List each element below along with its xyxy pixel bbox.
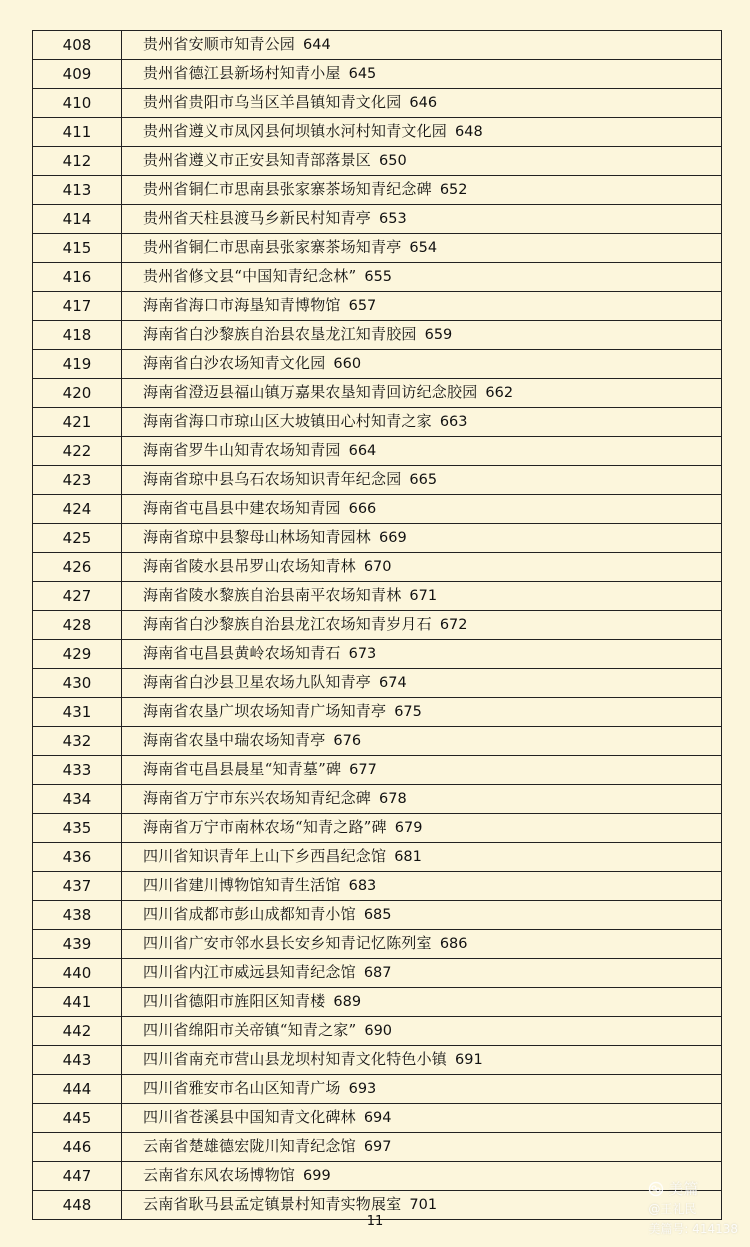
row-number: 435 bbox=[33, 814, 122, 843]
row-number: 448 bbox=[33, 1191, 122, 1220]
entry-name: 四川省广安市邻水县长安乡知青记忆陈列室 bbox=[143, 934, 432, 952]
meipian-logo-icon bbox=[648, 1181, 664, 1197]
entry-name: 贵州省铜仁市思南县张家寨茶场知青亭 bbox=[143, 238, 402, 256]
row-number: 440 bbox=[33, 959, 122, 988]
row-entry bbox=[122, 1162, 722, 1191]
row-entry bbox=[122, 234, 722, 263]
row-number: 426 bbox=[33, 553, 122, 582]
entry-page: 653 bbox=[379, 211, 407, 227]
entry-name: 云南省耿马县孟定镇景村知青实物展室 bbox=[143, 1195, 402, 1213]
table-row bbox=[33, 524, 722, 553]
row-entry bbox=[122, 988, 722, 1017]
row-number: 443 bbox=[33, 1046, 122, 1075]
row-entry bbox=[122, 466, 722, 495]
row-entry bbox=[122, 814, 722, 843]
entry-page: 662 bbox=[485, 385, 514, 401]
entry-name: 海南省万宁市南林农场“知青之路”碑 bbox=[143, 818, 387, 836]
entry-name: 海南省琼中县黎母山林场知青园林 bbox=[143, 528, 372, 546]
row-number: 430 bbox=[33, 669, 122, 698]
entry-name: 海南省白沙黎族自治县农垦龙江知青胶园 bbox=[143, 325, 417, 343]
row-number: 445 bbox=[33, 1104, 122, 1133]
entry-page: 652 bbox=[439, 182, 468, 198]
row-entry bbox=[122, 785, 722, 814]
row-number: 446 bbox=[33, 1133, 122, 1162]
row-number: 413 bbox=[33, 176, 122, 205]
row-entry bbox=[122, 901, 722, 930]
entry-name: 云南省东风农场博物馆 bbox=[143, 1166, 296, 1184]
watermark-brand: 美篇 bbox=[668, 1180, 699, 1198]
row-number: 408 bbox=[33, 31, 122, 60]
entry-page: 672 bbox=[439, 617, 468, 633]
row-number: 420 bbox=[33, 379, 122, 408]
row-entry bbox=[122, 350, 722, 379]
entry-name: 海南省农垦广坝农场知青广场知青亭 bbox=[143, 702, 387, 720]
entry-name: 海南省澄迈县福山镇万嘉果农垦知青回访纪念胶园 bbox=[143, 383, 478, 401]
table-row bbox=[33, 1017, 722, 1046]
entry-name: 云南省楚雄德宏陇川知青纪念馆 bbox=[143, 1137, 356, 1155]
row-number: 417 bbox=[33, 292, 122, 321]
entry-page: 659 bbox=[424, 327, 453, 343]
entry-name: 四川省苍溪县中国知青文化碑林 bbox=[143, 1108, 356, 1126]
row-entry bbox=[122, 379, 722, 408]
watermark-id: 美篇号: 414138 bbox=[648, 1222, 738, 1236]
row-entry bbox=[122, 698, 722, 727]
entry-name: 四川省内江市威远县知青纪念馆 bbox=[143, 963, 356, 981]
entry-name: 四川省绵阳市关帝镇“知青之家” bbox=[143, 1021, 357, 1039]
entry-page: 678 bbox=[379, 791, 407, 807]
row-entry bbox=[122, 263, 722, 292]
row-number: 412 bbox=[33, 147, 122, 176]
row-number: 436 bbox=[33, 843, 122, 872]
entry-name: 海南省白沙农场知青文化园 bbox=[143, 354, 326, 372]
entry-name: 海南省海口市琼山区大坡镇田心村知青之家 bbox=[143, 412, 432, 430]
entry-name: 四川省知识青年上山下乡西昌纪念馆 bbox=[143, 847, 387, 865]
row-entry bbox=[122, 292, 722, 321]
entry-page: 644 bbox=[303, 37, 331, 53]
table-row bbox=[33, 901, 722, 930]
entry-page: 645 bbox=[348, 66, 377, 82]
entry-name: 海南省屯昌县黄岭农场知青石 bbox=[143, 644, 341, 662]
entry-page: 690 bbox=[364, 1023, 393, 1039]
entry-page: 681 bbox=[394, 849, 422, 865]
row-entry bbox=[122, 118, 722, 147]
row-number: 438 bbox=[33, 901, 122, 930]
row-number: 416 bbox=[33, 263, 122, 292]
directory-table bbox=[32, 30, 722, 1220]
row-entry bbox=[122, 408, 722, 437]
table-row bbox=[33, 31, 722, 60]
entry-page: 654 bbox=[409, 240, 438, 256]
row-number: 424 bbox=[33, 495, 122, 524]
entry-page: 699 bbox=[303, 1168, 331, 1184]
entry-name: 四川省成都市彭山成都知青小馆 bbox=[143, 905, 356, 923]
entry-name: 海南省白沙黎族自治县龙江农场知青岁月石 bbox=[143, 615, 432, 633]
table-row bbox=[33, 814, 722, 843]
table-row bbox=[33, 321, 722, 350]
entry-name: 贵州省遵义市正安县知青部落景区 bbox=[143, 151, 372, 169]
row-number: 410 bbox=[33, 89, 122, 118]
table-row bbox=[33, 959, 722, 988]
row-number: 418 bbox=[33, 321, 122, 350]
entry-page: 674 bbox=[379, 675, 407, 691]
table-row bbox=[33, 205, 722, 234]
entry-page: 646 bbox=[409, 95, 438, 111]
entry-page: 666 bbox=[348, 501, 377, 517]
table-row bbox=[33, 466, 722, 495]
row-number: 428 bbox=[33, 611, 122, 640]
entry-page: 689 bbox=[333, 994, 362, 1010]
entry-page: 650 bbox=[379, 153, 407, 169]
entry-name: 海南省农垦中瑞农场知青亭 bbox=[143, 731, 326, 749]
entry-page: 648 bbox=[455, 124, 483, 140]
entry-page: 687 bbox=[363, 965, 392, 981]
row-entry bbox=[122, 205, 722, 234]
table-row bbox=[33, 1133, 722, 1162]
row-number: 442 bbox=[33, 1017, 122, 1046]
entry-name: 海南省陵水县吊罗山农场知青林 bbox=[143, 557, 356, 575]
row-number: 444 bbox=[33, 1075, 122, 1104]
entry-name: 海南省屯昌县中建农场知青园 bbox=[143, 499, 341, 517]
table-row bbox=[33, 263, 722, 292]
entry-name: 海南省屯昌县晨星“知青墓”碑 bbox=[143, 760, 342, 778]
row-number: 441 bbox=[33, 988, 122, 1017]
row-number: 419 bbox=[33, 350, 122, 379]
table-row bbox=[33, 1162, 722, 1191]
entry-name: 海南省万宁市东兴农场知青纪念碑 bbox=[143, 789, 372, 807]
table-row bbox=[33, 727, 722, 756]
entry-name: 贵州省天柱县渡马乡新民村知青亭 bbox=[143, 209, 372, 227]
entry-page: 697 bbox=[363, 1139, 392, 1155]
row-number: 439 bbox=[33, 930, 122, 959]
row-number: 431 bbox=[33, 698, 122, 727]
entry-page: 679 bbox=[394, 820, 423, 836]
entry-name: 贵州省遵义市凤冈县何坝镇水河村知青文化园 bbox=[143, 122, 448, 140]
row-number: 433 bbox=[33, 756, 122, 785]
table-row bbox=[33, 553, 722, 582]
row-entry bbox=[122, 437, 722, 466]
watermark-author: @王礼民 bbox=[648, 1202, 697, 1216]
row-entry bbox=[122, 1017, 722, 1046]
entry-name: 海南省罗牛山知青农场知青园 bbox=[143, 441, 341, 459]
row-entry bbox=[122, 640, 722, 669]
row-number: 411 bbox=[33, 118, 122, 147]
entry-name: 海南省陵水黎族自治县南平农场知青林 bbox=[143, 586, 402, 604]
entry-name: 贵州省德江县新场村知青小屋 bbox=[143, 64, 341, 82]
table-row bbox=[33, 611, 722, 640]
table-row bbox=[33, 60, 722, 89]
row-entry bbox=[122, 843, 722, 872]
table-row bbox=[33, 582, 722, 611]
row-entry bbox=[122, 1046, 722, 1075]
row-entry bbox=[122, 1104, 722, 1133]
row-number: 427 bbox=[33, 582, 122, 611]
row-entry bbox=[122, 756, 722, 785]
row-entry bbox=[122, 930, 722, 959]
table-row bbox=[33, 843, 722, 872]
entry-page: 671 bbox=[409, 588, 438, 604]
row-entry bbox=[122, 727, 722, 756]
row-number: 447 bbox=[33, 1162, 122, 1191]
entry-page: 663 bbox=[439, 414, 468, 430]
row-entry bbox=[122, 524, 722, 553]
entry-page: 685 bbox=[363, 907, 392, 923]
entry-name: 海南省琼中县乌石农场知识青年纪念园 bbox=[143, 470, 402, 488]
row-number: 409 bbox=[33, 60, 122, 89]
entry-page: 670 bbox=[363, 559, 392, 575]
table-row bbox=[33, 872, 722, 901]
entry-page: 660 bbox=[333, 356, 362, 372]
row-number: 421 bbox=[33, 408, 122, 437]
directory-rows bbox=[33, 31, 722, 1220]
row-entry bbox=[122, 1075, 722, 1104]
table-row bbox=[33, 756, 722, 785]
entry-name: 贵州省贵阳市乌当区羊昌镇知青文化园 bbox=[143, 93, 402, 111]
entry-name: 四川省建川博物馆知青生活馆 bbox=[143, 876, 341, 894]
row-number: 425 bbox=[33, 524, 122, 553]
table-row bbox=[33, 292, 722, 321]
table-row bbox=[33, 1046, 722, 1075]
table-row bbox=[33, 379, 722, 408]
row-number: 437 bbox=[33, 872, 122, 901]
table-row bbox=[33, 785, 722, 814]
table-row bbox=[33, 988, 722, 1017]
table-row bbox=[33, 234, 722, 263]
row-entry bbox=[122, 582, 722, 611]
entry-page: 694 bbox=[363, 1110, 392, 1126]
table-row bbox=[33, 1104, 722, 1133]
entry-name: 海南省海口市海垦知青博物馆 bbox=[143, 296, 341, 314]
row-entry bbox=[122, 669, 722, 698]
row-entry bbox=[122, 1133, 722, 1162]
entry-page: 691 bbox=[455, 1052, 483, 1068]
table-row bbox=[33, 176, 722, 205]
entry-page: 701 bbox=[409, 1197, 438, 1213]
row-entry bbox=[122, 60, 722, 89]
table-row bbox=[33, 495, 722, 524]
table-row bbox=[33, 640, 722, 669]
row-entry bbox=[122, 321, 722, 350]
table-row bbox=[33, 698, 722, 727]
table-row bbox=[33, 118, 722, 147]
page-number: 11 bbox=[366, 1214, 384, 1229]
row-entry bbox=[122, 553, 722, 582]
row-number: 423 bbox=[33, 466, 122, 495]
row-entry bbox=[122, 959, 722, 988]
entry-name: 四川省南充市营山县龙坝村知青文化特色小镇 bbox=[143, 1050, 448, 1068]
row-number: 432 bbox=[33, 727, 122, 756]
entry-page: 665 bbox=[409, 472, 438, 488]
entry-name: 四川省德阳市旌阳区知青楼 bbox=[143, 992, 326, 1010]
row-entry bbox=[122, 872, 722, 901]
table-row bbox=[33, 669, 722, 698]
row-entry bbox=[122, 611, 722, 640]
entry-page: 664 bbox=[348, 443, 377, 459]
entry-name: 贵州省安顺市知青公园 bbox=[143, 35, 296, 53]
table-row bbox=[33, 147, 722, 176]
entry-page: 655 bbox=[364, 269, 393, 285]
row-number: 422 bbox=[33, 437, 122, 466]
table-row bbox=[33, 408, 722, 437]
table-row bbox=[33, 350, 722, 379]
entry-name: 海南省白沙县卫星农场九队知青亭 bbox=[143, 673, 372, 691]
entry-page: 677 bbox=[349, 762, 377, 778]
meipian-watermark bbox=[648, 1179, 738, 1239]
row-entry bbox=[122, 89, 722, 118]
entry-page: 683 bbox=[348, 878, 377, 894]
entry-page: 686 bbox=[439, 936, 468, 952]
table-row bbox=[33, 1075, 722, 1104]
row-entry bbox=[122, 495, 722, 524]
entry-name: 贵州省修文县“中国知青纪念林” bbox=[143, 267, 357, 285]
table-row bbox=[33, 89, 722, 118]
row-number: 415 bbox=[33, 234, 122, 263]
entry-page: 657 bbox=[348, 298, 377, 314]
entry-name: 贵州省铜仁市思南县张家寨茶场知青纪念碑 bbox=[143, 180, 432, 198]
row-number: 414 bbox=[33, 205, 122, 234]
row-entry bbox=[122, 176, 722, 205]
entry-page: 676 bbox=[333, 733, 362, 749]
entry-name: 四川省雅安市名山区知青广场 bbox=[143, 1079, 341, 1097]
entry-page: 669 bbox=[379, 530, 407, 546]
entry-page: 693 bbox=[348, 1081, 377, 1097]
row-entry bbox=[122, 31, 722, 60]
table-row bbox=[33, 437, 722, 466]
table-row bbox=[33, 930, 722, 959]
row-number: 434 bbox=[33, 785, 122, 814]
row-entry bbox=[122, 147, 722, 176]
row-number: 429 bbox=[33, 640, 122, 669]
entry-page: 673 bbox=[348, 646, 377, 662]
entry-page: 675 bbox=[394, 704, 422, 720]
